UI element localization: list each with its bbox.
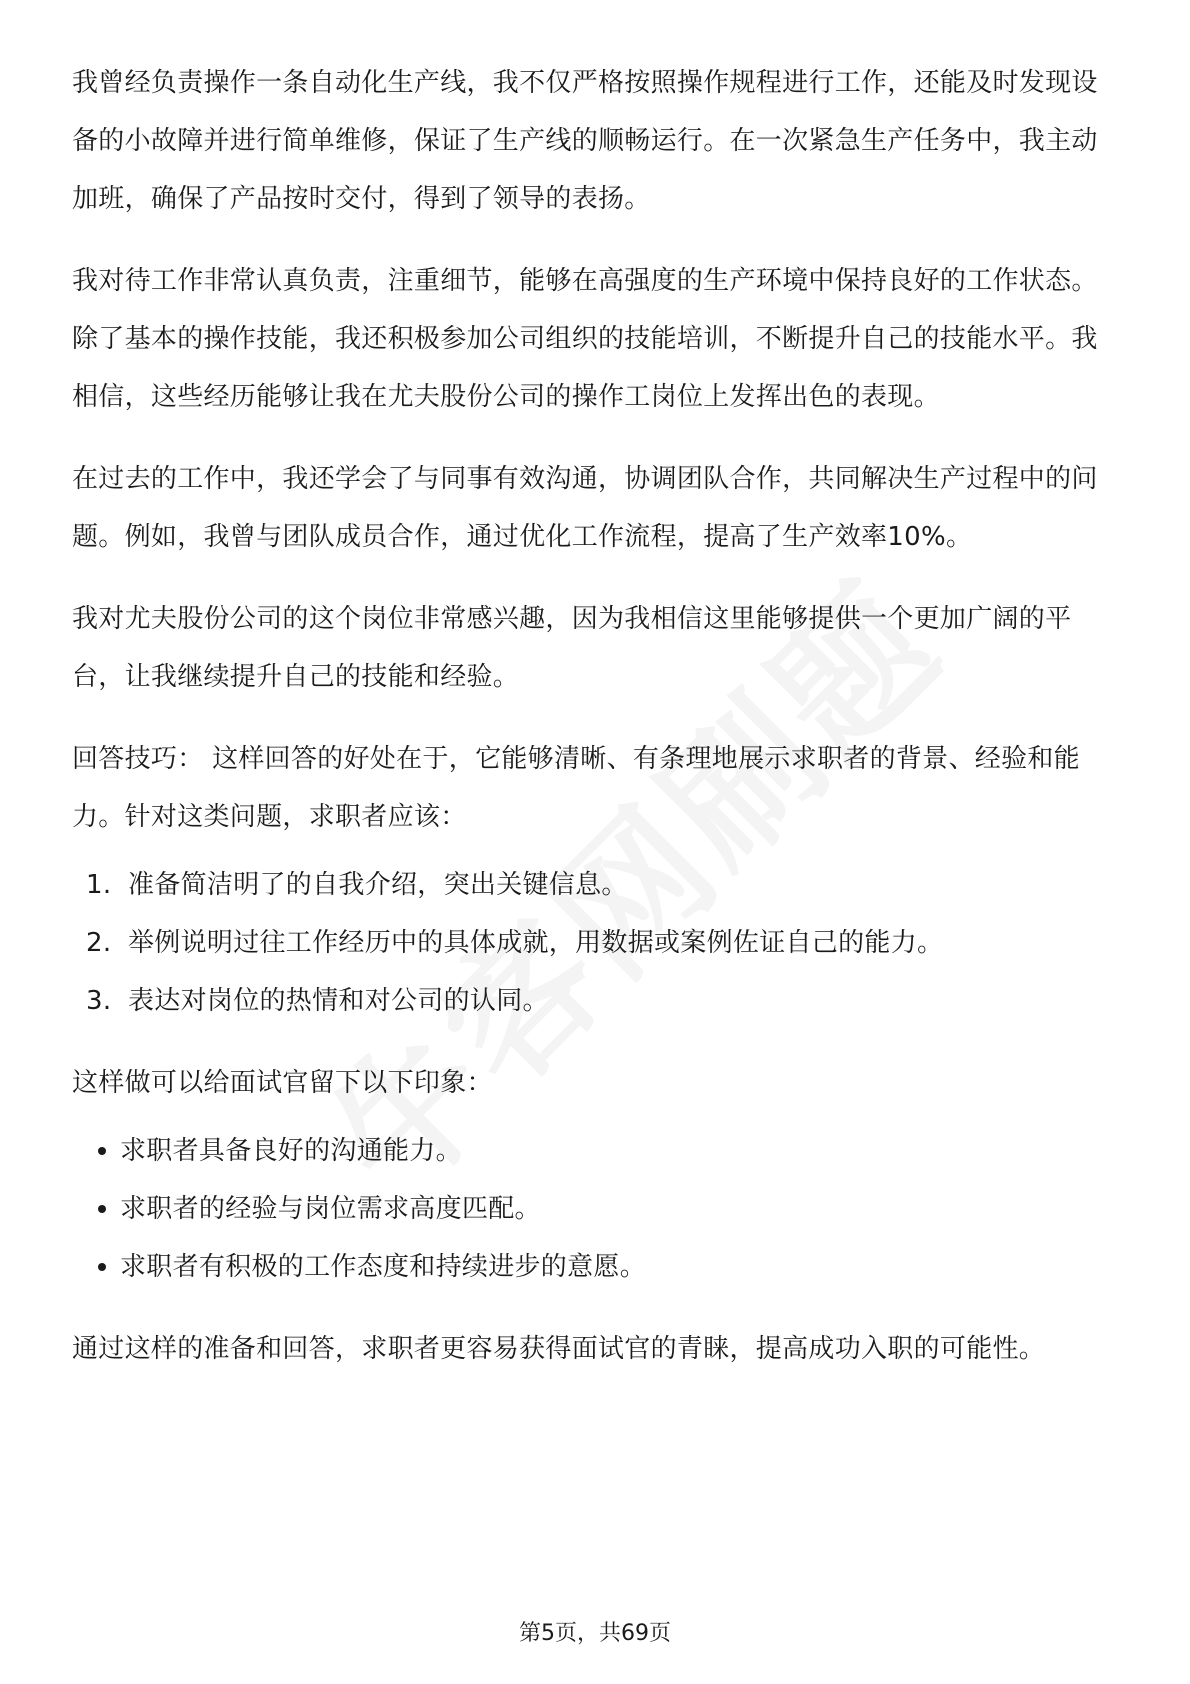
bullet-list xyxy=(72,1122,1122,1296)
bullet-icon xyxy=(98,1263,106,1271)
numbered-list xyxy=(72,856,1122,1030)
list-item xyxy=(120,1122,1122,1180)
paragraph-interest: 我对尤夫股份公司的这个岗位非常感兴趣，因为我相信这里能够提供一个更加广阔的平台，让我继续提升自己的技能和经验。 xyxy=(72,604,1072,692)
bullet-icon xyxy=(98,1205,106,1213)
paragraph-closing: 通过这样的准备和回答，求职者更容易获得面试官的青睐，提高成功入职的可能性。 xyxy=(72,1334,1046,1364)
paragraph-impression-intro: 这样做可以给面试官留下以下印象： xyxy=(72,1068,493,1098)
paragraph-tips: 回答技巧： 这样回答的好处在于，它能够清晰、有条理地展示求职者的背景、经验和能力。针对这类问题，求职者应该： xyxy=(72,744,1080,832)
page-number: 第5页，共69页 xyxy=(519,1621,671,1646)
list-item xyxy=(120,1238,1122,1296)
list-item-text: 求职者有积极的工作态度和持续进步的意愿。 xyxy=(120,1252,647,1282)
list-item: 3. 表达对岗位的热情和对公司的认同。 xyxy=(120,972,1122,1030)
list-item: 1. 准备简洁明了的自我介绍，突出关键信息。 xyxy=(120,856,1122,914)
document-body xyxy=(72,54,1122,1402)
list-item: 2. 举例说明过往工作经历中的具体成就，用数据或案例佐证自己的能力。 xyxy=(120,914,1122,972)
list-item xyxy=(120,1180,1122,1238)
list-item-text: 求职者具备良好的沟通能力。 xyxy=(120,1136,462,1166)
paragraph-experience: 我曾经负责操作一条自动化生产线，我不仅严格按照操作规程进行工作，还能及时发现设备的小故障并进行简单维修，保证了生产线的顺畅运行。在一次紧急生产任务中，我主动加班，确保了产品按时交付，得到了领导的表扬。 xyxy=(72,68,1098,214)
paragraph-attitude: 我对待工作非常认真负责，注重细节，能够在高强度的生产环境中保持良好的工作状态。除了基本的操作技能，我还积极参加公司组织的技能培训，不断提升自己的技能水平。我相信，这些经历能够让我在尤夫股份公司的操作工岗位上发挥出色的表现。 xyxy=(72,266,1098,412)
list-item-text: 求职者的经验与岗位需求高度匹配。 xyxy=(120,1194,541,1224)
bullet-icon xyxy=(98,1147,106,1155)
paragraph-teamwork: 在过去的工作中，我还学会了与同事有效沟通，协调团队合作，共同解决生产过程中的问题。例如，我曾与团队成员合作，通过优化工作流程，提高了生产效率10%。 xyxy=(72,464,1098,552)
